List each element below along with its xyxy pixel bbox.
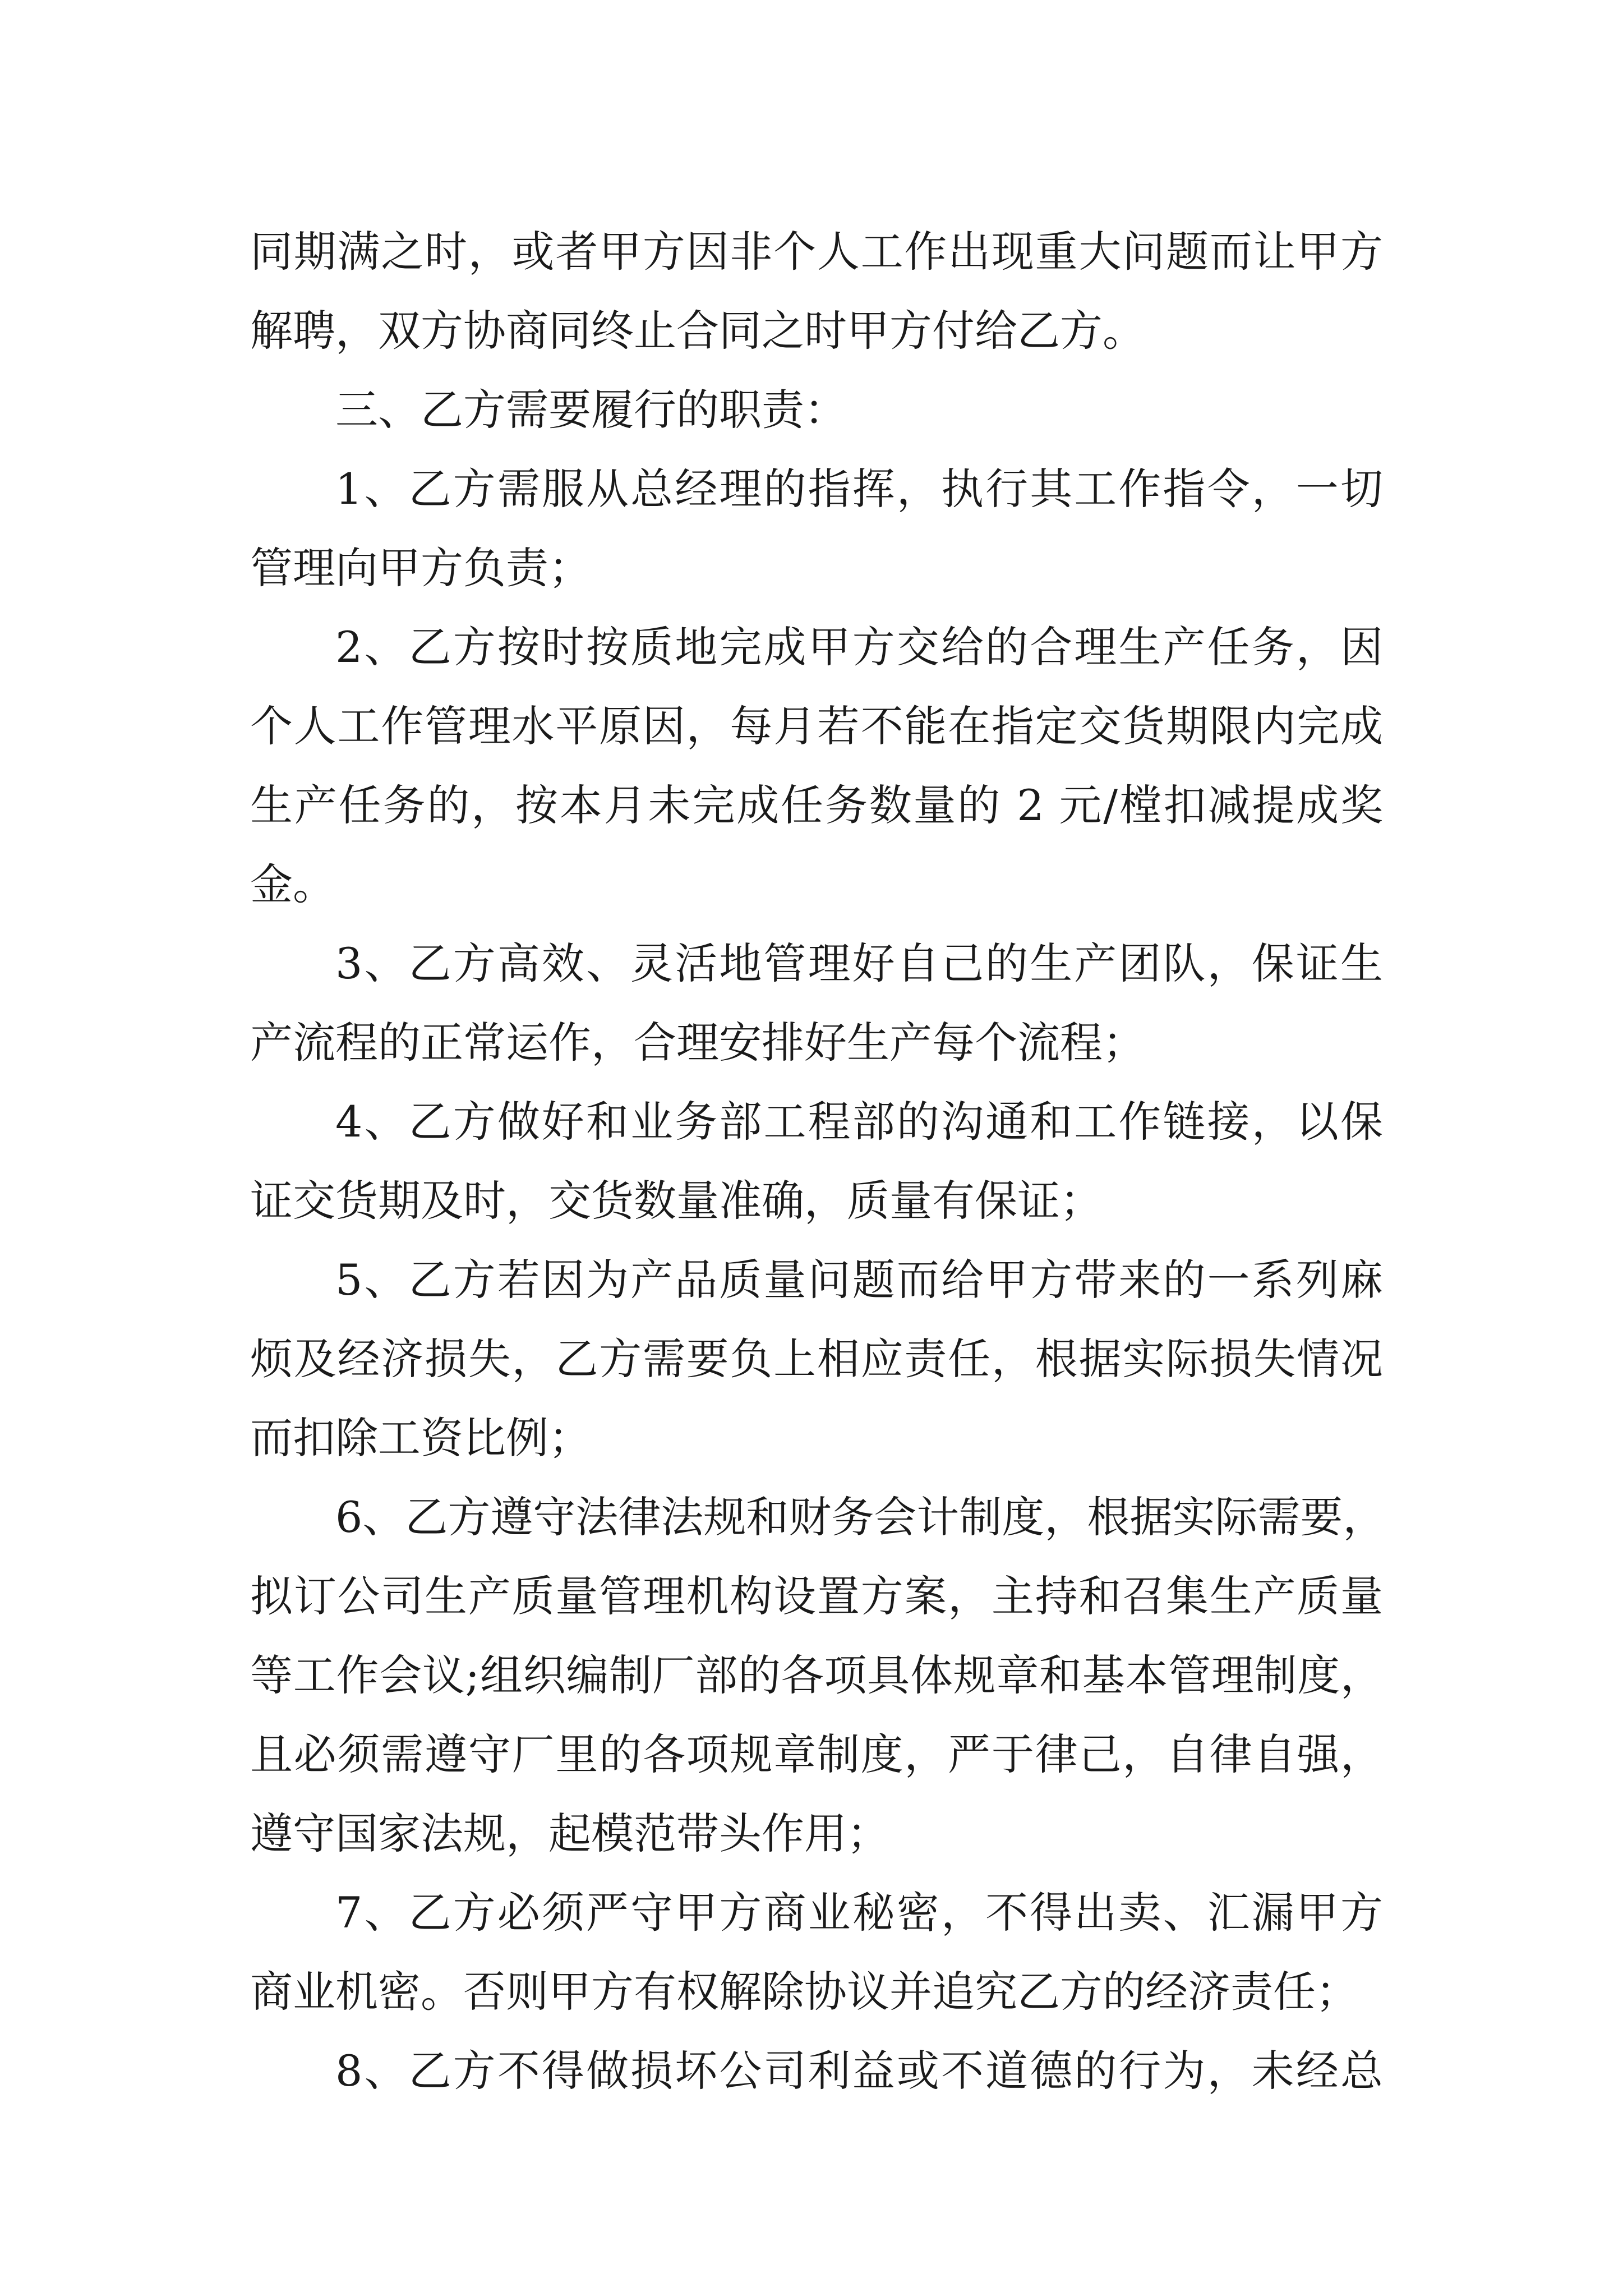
section-heading: 三、乙方需要履行的职责：: [335, 385, 847, 435]
text-line: 个人工作管理水平原因，每月若不能在指定交货期限内完成: [250, 701, 1383, 751]
text-line: 7、乙方必须严守甲方商业秘密，不得出卖、汇漏甲方: [335, 1888, 1383, 1938]
text-line: 4、乙方做好和业务部工程部的沟通和工作链接，以保: [335, 1097, 1383, 1147]
text-line: 且必须需遵守厂里的各项规章制度，严于律己，自律自强，: [250, 1729, 1383, 1779]
text-line: 1、乙方需服从总经理的指挥，执行其工作指令，一切: [335, 464, 1383, 514]
text-line: 遵守国家法规，起模范带头作用；: [250, 1809, 889, 1858]
text-line: 烦及经济损失，乙方需要负上相应责任，根据实际损失情况: [250, 1334, 1383, 1384]
text-line: 商业机密。否则甲方有权解除协议并追究乙方的经济责任；: [250, 1967, 1358, 2017]
text-line: 等工作会议;组织编制厂部的各项具体规章和基本管理制度，: [250, 1650, 1383, 1700]
document-body: [250, 212, 1386, 2110]
text-line: 3、乙方高效、灵活地管理好自己的生产团队，保证生: [335, 938, 1383, 988]
text-line: 而扣除工资比例；: [250, 1413, 591, 1463]
text-line: 5、乙方若因为产品质量问题而给甲方带来的一系列麻: [335, 1255, 1383, 1305]
text-line: 金。: [250, 859, 335, 909]
text-line: 2、乙方按时按质地完成甲方交给的合理生产任务，因: [335, 622, 1383, 672]
text-line: 产流程的正常运作，合理安排好生产每个流程；: [250, 1018, 1145, 1068]
text-line: 解聘，双方协商同终止合同之时甲方付给乙方。: [250, 306, 1145, 356]
text-line: 拟订公司生产质量管理机构设置方案，主持和召集生产质量: [250, 1571, 1383, 1621]
text-line: 管理向甲方负责；: [250, 543, 591, 593]
text-line: 8、乙方不得做损坏公司利益或不道德的行为，未经总: [335, 2046, 1383, 2096]
text-line: 6、乙方遵守法律法规和财务会计制度，根据实际需要，: [335, 1492, 1386, 1542]
text-line: 证交货期及时，交货数量准确，质量有保证；: [250, 1176, 1103, 1226]
text-line: 生产任务的，按本月未完成任务数量的 2 元/樘扣减提成奖: [250, 780, 1383, 830]
text-line: 同期满之时，或者甲方因非个人工作出现重大问题而让甲方: [250, 227, 1383, 277]
